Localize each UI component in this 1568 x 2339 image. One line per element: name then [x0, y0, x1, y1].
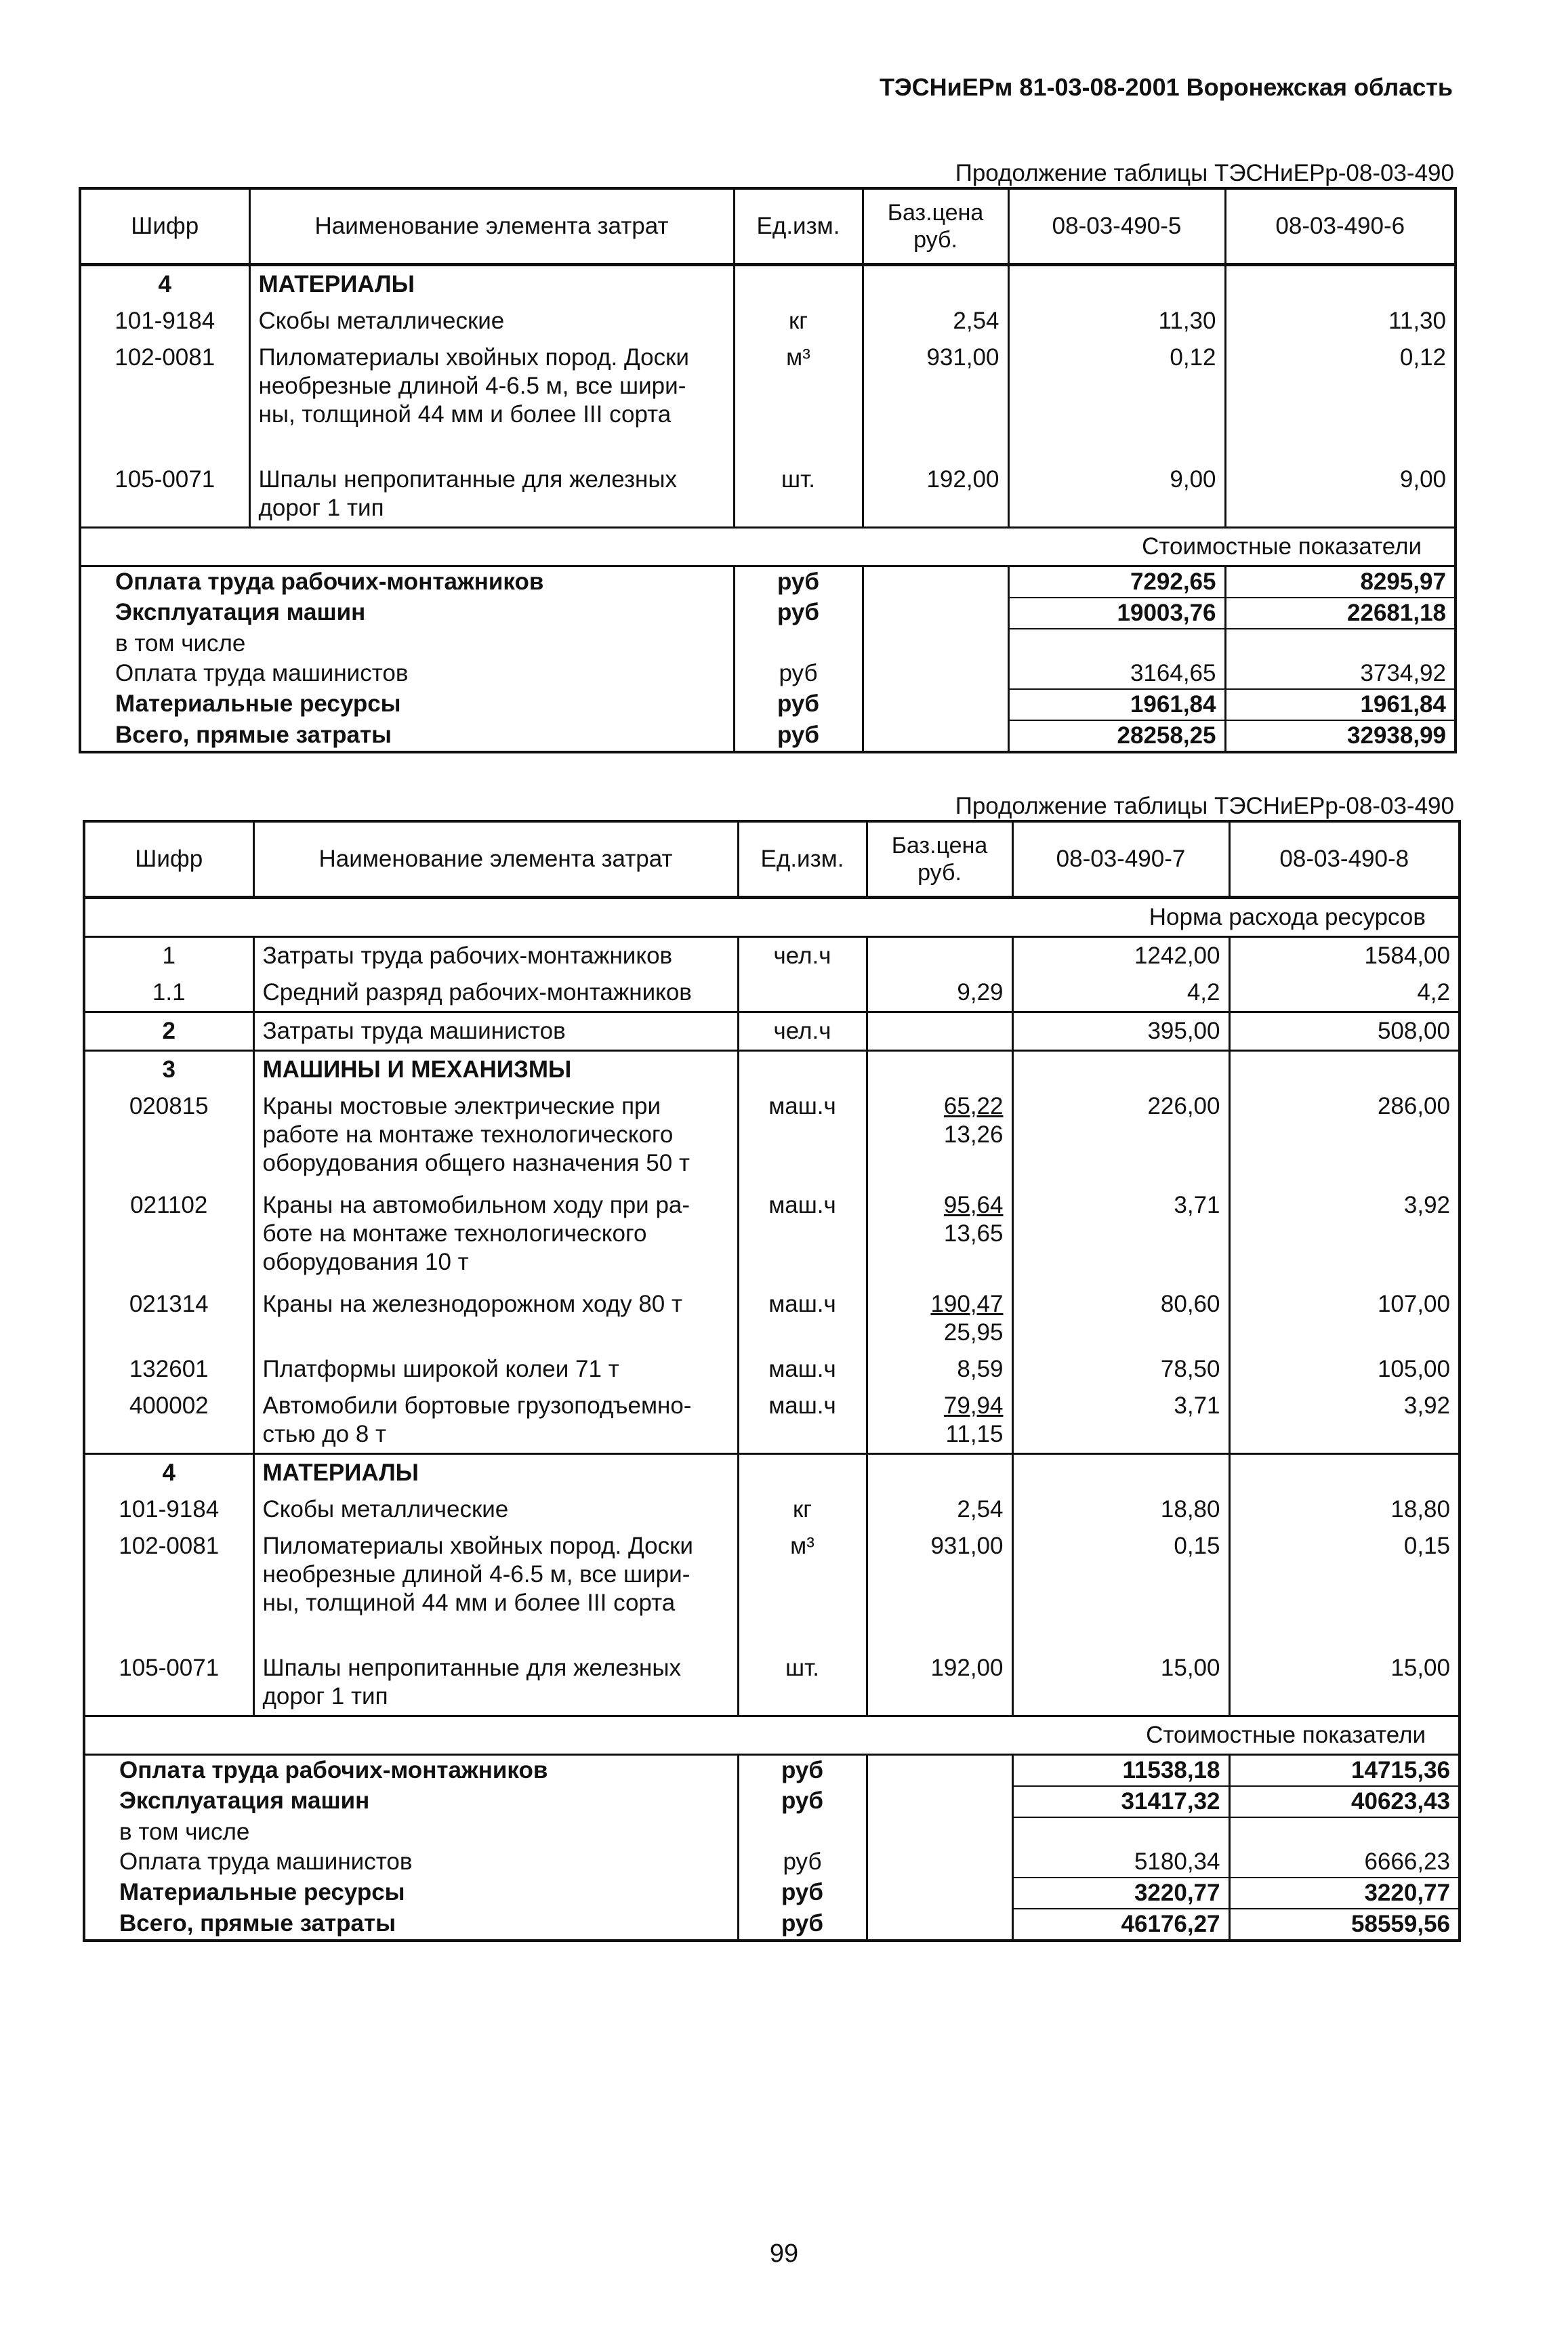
cost-label: Оплата труда машинистов	[84, 1847, 738, 1878]
cost-value-7: 5180,34	[1012, 1847, 1229, 1878]
cost-value-8: 58559,56	[1229, 1909, 1460, 1941]
table2-continuation-caption: Продолжение таблицы ТЭСНиЕРр-08-03-490	[955, 793, 1454, 819]
section-code: 4	[80, 265, 249, 304]
cost-label: Оплата труда рабочих-монтажников	[84, 1755, 738, 1787]
row-unit: кг	[738, 1491, 867, 1528]
row-unit: маш.ч	[738, 1388, 867, 1454]
row-value-5: 11,30	[1008, 303, 1225, 339]
table-row	[84, 1351, 1460, 1388]
cost-value-6: 8295,97	[1225, 566, 1456, 598]
table-row	[84, 1491, 1460, 1528]
cost-unit: руб	[734, 659, 863, 689]
cost-row-total	[80, 720, 1456, 752]
table-row	[80, 303, 1456, 339]
cost-unit: руб	[738, 1878, 867, 1909]
table1-continuation-caption: Продолжение таблицы ТЭСНиЕРр-08-03-490	[955, 160, 1454, 186]
section-row-machines	[84, 1051, 1460, 1089]
row-value-8: 15,00	[1390, 1655, 1450, 1681]
row-code: 1.1	[84, 974, 253, 1012]
cost-row	[84, 1755, 1460, 1787]
column-header-norm-7: 08-03-490-7	[1012, 821, 1229, 898]
row-value-8: 18,80	[1390, 1496, 1450, 1523]
row-code: 021102	[84, 1182, 253, 1281]
cost-value-6: 1961,84	[1225, 689, 1456, 720]
row-value-7: 1242,00	[1012, 937, 1229, 975]
table-row	[80, 433, 1456, 528]
column-header-unit: Ед.изм.	[738, 821, 867, 898]
cost-row	[84, 1817, 1460, 1847]
row-name: Средний разряд рабочих-монтажников	[253, 974, 738, 1012]
cost-indicators-title: Стоимостные показатели	[84, 1716, 1460, 1755]
norm-band-title: Норма расхода ресурсов	[84, 898, 1460, 937]
row-unit: маш.ч	[738, 1182, 867, 1281]
row-name: Краны на автомобильном ходу при ра- боте на монтаже технологического оборудования 10 т	[253, 1182, 738, 1281]
row-code: 102-0081	[80, 339, 249, 433]
row-name: Скобы металлические	[253, 1491, 738, 1528]
row-value-6: 11,30	[1388, 308, 1446, 334]
row-value-7: 78,50	[1012, 1351, 1229, 1388]
column-header-name: Наименование элемента затрат	[249, 188, 734, 265]
row-unit: маш.ч	[738, 1088, 867, 1182]
cost-row	[80, 629, 1456, 659]
column-header-base-price	[863, 188, 1008, 265]
base-price-currency: руб.	[917, 860, 962, 886]
cost-value-5: 7292,65	[1008, 566, 1225, 598]
row-unit: м³	[734, 339, 863, 433]
cost-label: Оплата труда машинистов	[80, 659, 734, 689]
cost-unit: руб	[734, 720, 863, 752]
row-value-8: 0,15	[1403, 1533, 1450, 1559]
row-base-price: 192,00	[867, 1621, 1012, 1716]
column-header-norm-6: 08-03-490-6	[1225, 188, 1456, 265]
row-unit: м³	[738, 1528, 867, 1621]
cost-indicators-band	[84, 1716, 1460, 1755]
cost-label: Эксплуатация машин	[84, 1786, 738, 1817]
cost-value-5: 3164,65	[1008, 659, 1225, 689]
page-number: 99	[769, 2239, 799, 2268]
cost-row	[80, 689, 1456, 720]
row-code: 101-9184	[84, 1491, 253, 1528]
row-code: 400002	[84, 1388, 253, 1454]
cost-indicators-band	[80, 528, 1456, 566]
row-value-6: 9,00	[1399, 466, 1446, 493]
cost-row	[84, 1878, 1460, 1909]
base-price-total: 95,64	[943, 1192, 1004, 1218]
row-value-8: 4,2	[1417, 979, 1450, 1006]
row-unit: кг	[734, 303, 863, 339]
cost-value-8: 3220,77	[1229, 1878, 1460, 1909]
cost-value-5: 19003,76	[1008, 598, 1225, 629]
cost-label: Материальные ресурсы	[84, 1878, 738, 1909]
row-value-5: 0,12	[1008, 339, 1225, 433]
row-code: 021314	[84, 1281, 253, 1351]
row-base-price	[867, 1281, 1012, 1351]
table-row	[80, 339, 1456, 433]
row-base-price	[867, 1388, 1012, 1454]
cost-unit: руб	[738, 1847, 867, 1878]
table-row	[84, 1088, 1460, 1182]
cost-value-7: 3220,77	[1012, 1878, 1229, 1909]
cost-row	[80, 659, 1456, 689]
cost-unit: руб	[738, 1755, 867, 1787]
row-code: 102-0081	[84, 1528, 253, 1621]
base-price-wages: 13,65	[943, 1220, 1004, 1247]
row-code: 101-9184	[80, 303, 249, 339]
column-header-code: Шифр	[84, 821, 253, 898]
row-code: 020815	[84, 1088, 253, 1182]
row-name: Краны мостовые электрические при работе на монтаже технологического оборудования общего назначения 50 т	[253, 1088, 738, 1182]
cost-value-6: 3734,92	[1225, 659, 1456, 689]
cost-unit: руб	[734, 689, 863, 720]
row-value-7: 395,00	[1012, 1012, 1229, 1051]
row-code: 1	[84, 937, 253, 975]
cost-row	[80, 598, 1456, 629]
column-header-norm-8: 08-03-490-8	[1229, 821, 1460, 898]
cost-label: в том числе	[80, 629, 734, 659]
cost-unit: руб	[738, 1786, 867, 1817]
base-price-total: 65,22	[943, 1093, 1004, 1119]
cost-label: Эксплуатация машин	[80, 598, 734, 629]
row-value-6: 0,12	[1399, 344, 1446, 371]
row-value-8: 286,00	[1377, 1093, 1450, 1119]
table-row	[84, 1012, 1460, 1051]
table2-header-row	[84, 821, 1460, 898]
row-name: Краны на железнодорожном ходу 80 т	[253, 1281, 738, 1351]
column-header-name: Наименование элемента затрат	[253, 821, 738, 898]
row-base-price: 2,54	[867, 1491, 1012, 1528]
row-value-8: 3,92	[1403, 1192, 1450, 1218]
row-unit: маш.ч	[738, 1351, 867, 1388]
row-value-7: 0,15	[1012, 1528, 1229, 1621]
cost-value-7: 46176,27	[1012, 1909, 1229, 1941]
row-base-price	[867, 1088, 1012, 1182]
norm-band	[84, 898, 1460, 937]
cost-value-8: 14715,36	[1229, 1755, 1460, 1787]
column-header-unit: Ед.изм.	[734, 188, 863, 265]
row-name: Шпалы непропитанные для железных дорог 1 тип	[249, 433, 734, 528]
row-name: Пиломатериалы хвойных пород. Доски необрезные длиной 4-6.5 м, все шири- ны, толщиной 44 мм и более III сорта	[249, 339, 734, 433]
cost-row	[80, 566, 1456, 598]
row-code: 105-0071	[80, 433, 249, 528]
row-base-price: 192,00	[863, 433, 1008, 528]
table-row	[84, 1388, 1460, 1454]
cost-value-6: 22681,18	[1225, 598, 1456, 629]
row-value-7: 3,71	[1012, 1182, 1229, 1281]
section-row-materials	[80, 265, 1456, 304]
cost-label: Всего, прямые затраты	[84, 1909, 738, 1941]
row-name: Затраты труда машинистов	[253, 1012, 738, 1051]
base-price-label: Баз.цена	[887, 200, 984, 226]
base-price-wages: 13,26	[943, 1121, 1004, 1148]
section-row-materials	[84, 1454, 1460, 1492]
row-code: 132601	[84, 1351, 253, 1388]
cost-row	[84, 1847, 1460, 1878]
cost-value-6: 32938,99	[1225, 720, 1456, 752]
section-code: 4	[84, 1454, 253, 1492]
table2-resource-norms	[83, 820, 1461, 1942]
section-name: МАШИНЫ И МЕХАНИЗМЫ	[253, 1051, 738, 1089]
row-name: Пиломатериалы хвойных пород. Доски необрезные длиной 4-6.5 м, все шири- ны, толщиной 44 мм и более III сорта	[253, 1528, 738, 1621]
column-header-code: Шифр	[80, 188, 249, 265]
row-unit: маш.ч	[738, 1281, 867, 1351]
cost-row	[84, 1786, 1460, 1817]
row-base-price	[867, 1182, 1012, 1281]
row-base-price: 9,29	[867, 974, 1012, 1012]
section-name: МАТЕРИАЛЫ	[253, 1454, 738, 1492]
cost-label: Материальные ресурсы	[80, 689, 734, 720]
row-base-price: 931,00	[863, 339, 1008, 433]
table-row	[84, 974, 1460, 1012]
table-row	[84, 1182, 1460, 1281]
row-base-price: 8,59	[867, 1351, 1012, 1388]
cost-unit: руб	[738, 1909, 867, 1941]
base-price-label: Баз.цена	[891, 833, 988, 858]
table-row	[84, 937, 1460, 975]
row-base-price	[867, 937, 1012, 975]
row-name: Скобы металлические	[249, 303, 734, 339]
cost-value-5: 1961,84	[1008, 689, 1225, 720]
row-value-8: 1584,00	[1364, 943, 1450, 969]
cost-label: в том числе	[84, 1817, 738, 1847]
row-unit	[738, 974, 867, 1012]
row-code: 105-0071	[84, 1621, 253, 1716]
table-row	[84, 1281, 1460, 1351]
cost-value-5: 28258,25	[1008, 720, 1225, 752]
row-base-price: 931,00	[867, 1528, 1012, 1621]
cost-indicators-title: Стоимостные показатели	[80, 528, 1456, 566]
base-price-total: 79,94	[943, 1392, 1004, 1419]
row-value-8: 508,00	[1229, 1012, 1460, 1051]
row-name: Автомобили бортовые грузоподъемно- стью до 8 т	[253, 1388, 738, 1454]
base-price-currency: руб.	[913, 227, 957, 253]
cost-unit: руб	[734, 598, 863, 629]
row-unit: чел.ч	[738, 937, 867, 975]
cost-value-8: 6666,23	[1229, 1847, 1460, 1878]
section-name: МАТЕРИАЛЫ	[249, 265, 734, 304]
row-value-7: 4,2	[1012, 974, 1229, 1012]
table1-resource-norms	[79, 187, 1457, 753]
base-price-wages: 11,15	[945, 1421, 1004, 1447]
row-value-7: 226,00	[1012, 1088, 1229, 1182]
cost-label: Всего, прямые затраты	[80, 720, 734, 752]
row-name: Затраты труда рабочих-монтажников	[253, 937, 738, 975]
cost-unit: руб	[734, 566, 863, 598]
column-header-norm-5: 08-03-490-5	[1008, 188, 1225, 265]
column-header-base-price	[867, 821, 1012, 898]
cost-row-total	[84, 1909, 1460, 1941]
table-row	[84, 1621, 1460, 1716]
row-unit: чел.ч	[738, 1012, 867, 1051]
row-value-7: 15,00	[1012, 1621, 1229, 1716]
row-value-7: 80,60	[1012, 1281, 1229, 1351]
row-unit: шт.	[734, 433, 863, 528]
row-base-price: 2,54	[863, 303, 1008, 339]
table-row	[84, 1528, 1460, 1621]
row-value-5: 9,00	[1008, 433, 1225, 528]
row-value-7: 18,80	[1012, 1491, 1229, 1528]
document-header: ТЭСНиЕРм 81-03-08-2001 Воронежская область	[880, 73, 1453, 101]
row-code: 2	[84, 1012, 253, 1051]
section-code: 3	[84, 1051, 253, 1089]
row-value-8: 105,00	[1377, 1356, 1450, 1382]
row-base-price	[867, 1012, 1012, 1051]
row-name: Платформы широкой колеи 71 т	[253, 1351, 738, 1388]
base-price-wages: 25,95	[943, 1319, 1004, 1346]
row-unit: шт.	[738, 1621, 867, 1716]
row-value-8: 107,00	[1377, 1291, 1450, 1317]
cost-value-8: 40623,43	[1229, 1786, 1460, 1817]
cost-value-7: 31417,32	[1012, 1786, 1229, 1817]
cost-value-7: 11538,18	[1012, 1755, 1229, 1787]
row-value-7: 3,71	[1012, 1388, 1229, 1454]
base-price-total: 190,47	[930, 1291, 1004, 1317]
row-value-8: 3,92	[1403, 1392, 1450, 1419]
cost-label: Оплата труда рабочих-монтажников	[80, 566, 734, 598]
table1-header-row	[80, 188, 1456, 265]
row-name: Шпалы непропитанные для железных дорог 1 тип	[253, 1621, 738, 1716]
